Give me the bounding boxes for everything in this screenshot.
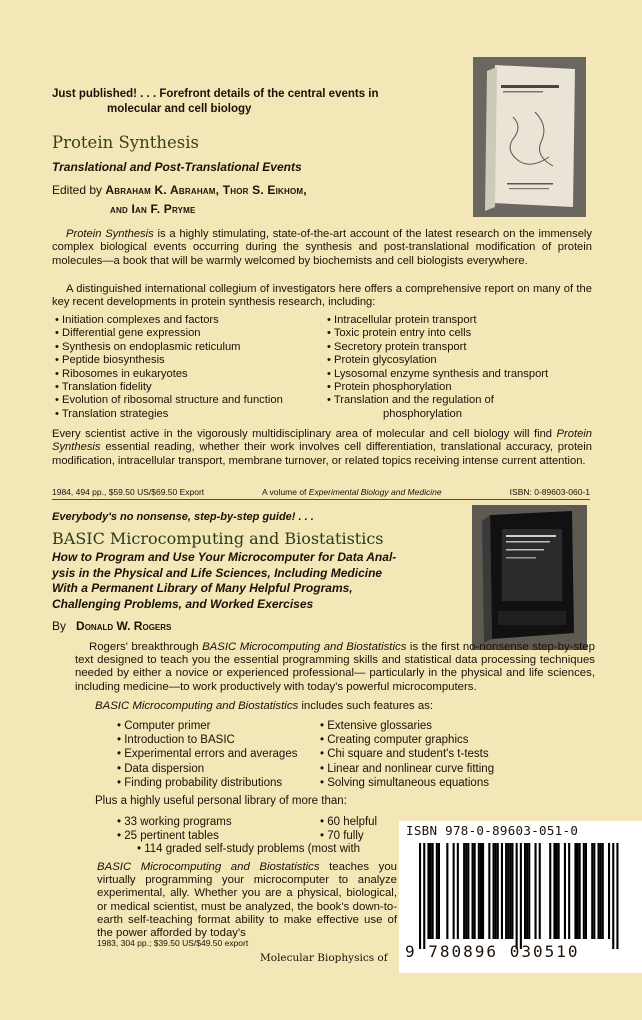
paragraph-text: Rogers' breakthrough bbox=[89, 641, 203, 653]
book-title-italic: BASIC Microcomputing and Biostatistics bbox=[202, 641, 407, 653]
barcode-bar bbox=[591, 843, 593, 939]
list-item: • Protein glycosylation bbox=[327, 354, 548, 367]
barcode-bar bbox=[583, 843, 585, 939]
series-title: Molecular Biophysics of bbox=[260, 952, 388, 964]
barcode-bar bbox=[598, 843, 600, 939]
list-item: • Finding probability distributions bbox=[117, 776, 297, 790]
barcode-bar bbox=[516, 843, 518, 949]
book-title-italic: Protein Synthesis bbox=[52, 428, 592, 454]
barcode-bar bbox=[539, 843, 541, 939]
basic-microcomputing-book-image bbox=[472, 505, 587, 650]
paragraph-text: is a highly stimulating, state-of-the-art account of the latest research on the immensely complex biological events occurring during the synthesis and post-translational modification of protein molecules—a book that will be warmly welcomed by biochemists and cell biologists everywhere. bbox=[52, 228, 593, 267]
barcode-bar bbox=[482, 843, 484, 939]
barcode-bar bbox=[600, 843, 602, 939]
section2-subtitle bbox=[52, 550, 432, 612]
list-item: • Translation and the regulation of bbox=[327, 394, 548, 407]
list-item: • 60 helpful bbox=[320, 815, 377, 829]
list-item: • Chi square and student's t-tests bbox=[320, 747, 494, 761]
list-item: • Translation fidelity bbox=[55, 381, 283, 394]
topics-list-left bbox=[55, 314, 283, 421]
barcode-bar bbox=[419, 843, 421, 949]
list-item: • 70 fully bbox=[320, 829, 377, 843]
barcode-bar bbox=[585, 843, 587, 939]
list-item: • Linear and nonlinear curve fitting bbox=[320, 762, 494, 776]
barcode-bar bbox=[553, 843, 555, 939]
list-item: • Synthesis on endoplasmic reticulum bbox=[55, 341, 283, 354]
list-item: • Introduction to BASIC bbox=[117, 733, 297, 747]
list-item: • 33 working programs bbox=[117, 815, 232, 829]
barcode-bar bbox=[535, 843, 537, 939]
list-item: • Ribosomes in eukaryotes bbox=[55, 368, 283, 381]
barcode-bar bbox=[465, 843, 467, 939]
editors-line-1: Abraham K. Abraham, Thor S. Eikhom, bbox=[105, 183, 307, 197]
barcode-bar bbox=[579, 843, 581, 939]
list-item: • Experimental errors and averages bbox=[117, 747, 297, 761]
list-item: • Creating computer graphics bbox=[320, 733, 494, 747]
list-item: • Evolution of ribosomal structure and function bbox=[55, 394, 283, 407]
list-item: • Peptide biosynthesis bbox=[55, 354, 283, 367]
features-list-right bbox=[320, 719, 494, 790]
barcode-bar bbox=[574, 843, 576, 939]
library-graded bbox=[137, 843, 360, 856]
barcode-bar bbox=[427, 843, 429, 939]
barcode-bar bbox=[505, 843, 507, 939]
list-item: • Translation strategies bbox=[55, 408, 283, 421]
paragraph-text: Every scientist active in the vigorously multidisciplinary area of molecular and cell biology will find bbox=[52, 428, 557, 440]
topics-list-right bbox=[327, 314, 548, 421]
barcode-bar bbox=[446, 843, 448, 939]
list-item: • Computer primer bbox=[117, 719, 297, 733]
section2-title: BASIC Microcomputing and Biostatistics bbox=[52, 529, 384, 548]
features-list-left bbox=[117, 719, 297, 790]
barcode-bar bbox=[467, 843, 469, 939]
list-item: • Secretory protein transport bbox=[327, 341, 548, 354]
list-item: • Solving simultaneous equations bbox=[320, 776, 494, 790]
list-item: • Initiation complexes and factors bbox=[55, 314, 283, 327]
barcode-bar bbox=[478, 843, 480, 939]
barcode-bar bbox=[568, 843, 570, 939]
barcode-bar bbox=[480, 843, 482, 939]
section1-title: Protein Synthesis bbox=[52, 133, 199, 152]
section1-subtitle: Translational and Post-Translational Events bbox=[52, 160, 302, 174]
list-item: • Lysosomal enzyme synthesis and transport bbox=[327, 368, 548, 381]
list-item: • Differential gene expression bbox=[55, 327, 283, 340]
barcode-bar bbox=[432, 843, 434, 939]
tagline-line-1: Just published! . . . Forefront details of the central events in bbox=[52, 88, 379, 100]
barcode-bar bbox=[528, 843, 530, 939]
subtitle-line: Challenging Problems, and Worked Exercises bbox=[52, 596, 314, 611]
barcode-bar bbox=[556, 843, 558, 939]
barcode-digits: 9 780896 030510 bbox=[405, 942, 580, 961]
list-item: • 25 pertinent tables bbox=[117, 829, 232, 843]
book-title-italic: BASIC Microcomputing and Biostatistics bbox=[97, 861, 320, 873]
edited-by-label: Edited by bbox=[52, 183, 103, 197]
tagline-line-2: molecular and cell biology bbox=[107, 103, 252, 115]
by-label: By bbox=[52, 619, 67, 633]
library-intro: Plus a highly useful personal library of more than: bbox=[95, 795, 347, 807]
subtitle-line: ysis in the Physical and Life Sciences, Including Medicine bbox=[52, 565, 383, 580]
barcode-bar bbox=[558, 843, 560, 939]
paragraph-text: teaches you virtually programming your microcomputer to analyze experimental, ally. Whether you are a physical, biological, or medical scientist, must be analyzed, the book's down-to-earth self-teaching format ability to make effective use of the power afforded by today's bbox=[97, 861, 397, 940]
barcode-bar bbox=[564, 843, 566, 939]
list-item-continuation: phosphorylation bbox=[383, 407, 462, 420]
barcode-bar bbox=[501, 843, 503, 939]
section1-paragraph-2: A distinguished international collegium of investigators here offers a comprehensive report on many of the key recent developments in protein synthesis research, including: bbox=[52, 283, 592, 309]
series-info bbox=[262, 487, 442, 497]
barcode-bar bbox=[457, 843, 459, 939]
barcode-bar bbox=[549, 843, 551, 939]
barcode-bar bbox=[520, 843, 522, 949]
barcode-bar bbox=[423, 843, 425, 949]
barcode-bar bbox=[495, 843, 497, 939]
barcode-bar bbox=[436, 843, 438, 939]
barcode-bar bbox=[497, 843, 499, 939]
section2-author bbox=[52, 619, 171, 633]
section2-paragraph-1 bbox=[75, 641, 595, 694]
paragraph-text: includes such features as: bbox=[298, 700, 434, 712]
section-divider bbox=[52, 499, 590, 500]
barcode-bar bbox=[511, 843, 513, 939]
book-title-italic: Protein Synthesis bbox=[66, 228, 154, 240]
section2-tagline: Everybody's no nonsense, step-by-step guide! . . . bbox=[52, 511, 314, 523]
section2-footer: 1983, 304 pp.; $39.50 US/$49.50 export bbox=[97, 938, 249, 948]
list-item: • 114 graded self-study problems (most with bbox=[137, 843, 360, 856]
book-title-italic: BASIC Microcomputing and Biostatistics bbox=[95, 700, 299, 712]
barcode-bar bbox=[438, 843, 440, 939]
isbn-label: ISBN 978-0-89603-051-0 bbox=[406, 823, 579, 838]
barcode-bar bbox=[472, 843, 474, 939]
section1-paragraph-1 bbox=[52, 228, 592, 268]
section1-tagline bbox=[52, 87, 412, 117]
section1-editors bbox=[52, 181, 432, 219]
barcode-bar bbox=[593, 843, 595, 939]
author-name: Donald W. Rogers bbox=[76, 619, 172, 633]
list-item: • Extensive glossaries bbox=[320, 719, 494, 733]
paragraph-text: is the first no-nonsense step-by-step text designed to teach you the essential programming skills and statistical data processing techniques needed by either a novice or experienced professional— particularly in the physical and life sciences, including medicine—to work productively with today's powerful microcomputers. bbox=[75, 641, 595, 693]
list-item: • Toxic protein entry into cells bbox=[327, 327, 548, 340]
barcode-bar bbox=[524, 843, 526, 939]
paragraph-text: essential reading, whether their work involves cell differentiation, translational accuracy, protein modification, intracellular transport, membrane turnover, or related topics receiving intense current attention. bbox=[52, 441, 592, 467]
barcode-bar bbox=[608, 843, 610, 939]
section2-paragraph-3 bbox=[97, 861, 397, 940]
library-list-left bbox=[117, 815, 232, 843]
list-item: • Intracellular protein transport bbox=[327, 314, 548, 327]
list-item: • Protein phosphorylation bbox=[327, 381, 548, 394]
editors-line-2: and Ian F. Pryme bbox=[110, 202, 196, 216]
library-list-right bbox=[320, 815, 377, 843]
list-item: • Data dispersion bbox=[117, 762, 297, 776]
barcode-bar bbox=[488, 843, 490, 939]
barcode-bar bbox=[577, 843, 579, 939]
section1-paragraph-3 bbox=[52, 428, 592, 468]
subtitle-line: How to Program and Use Your Microcomputer for Data Anal- bbox=[52, 550, 397, 564]
barcode-bar bbox=[463, 843, 465, 939]
barcode-bar bbox=[602, 843, 604, 939]
series-prefix: A volume of bbox=[262, 487, 309, 497]
barcode-bar bbox=[430, 843, 432, 939]
barcode-bar bbox=[612, 843, 614, 949]
series-title: Experimental Biology and Medicine bbox=[308, 487, 442, 497]
barcode-bar bbox=[507, 843, 509, 939]
barcode-bar bbox=[509, 843, 511, 939]
protein-synthesis-book-image bbox=[473, 57, 586, 217]
barcode-bar bbox=[616, 843, 618, 949]
barcode-bar bbox=[493, 843, 495, 939]
barcode-bar bbox=[474, 843, 476, 939]
isbn-info: ISBN: 0-89603-060-1 bbox=[509, 487, 590, 497]
barcode-bar bbox=[453, 843, 455, 939]
subtitle-line: With a Permanent Library of Many Helpful Programs, bbox=[52, 581, 353, 595]
barcode-bar bbox=[526, 843, 528, 939]
pub-info: 1984, 494 pp., $59.50 US/$69.50 Export bbox=[52, 487, 205, 497]
section2-paragraph-2 bbox=[95, 700, 515, 712]
